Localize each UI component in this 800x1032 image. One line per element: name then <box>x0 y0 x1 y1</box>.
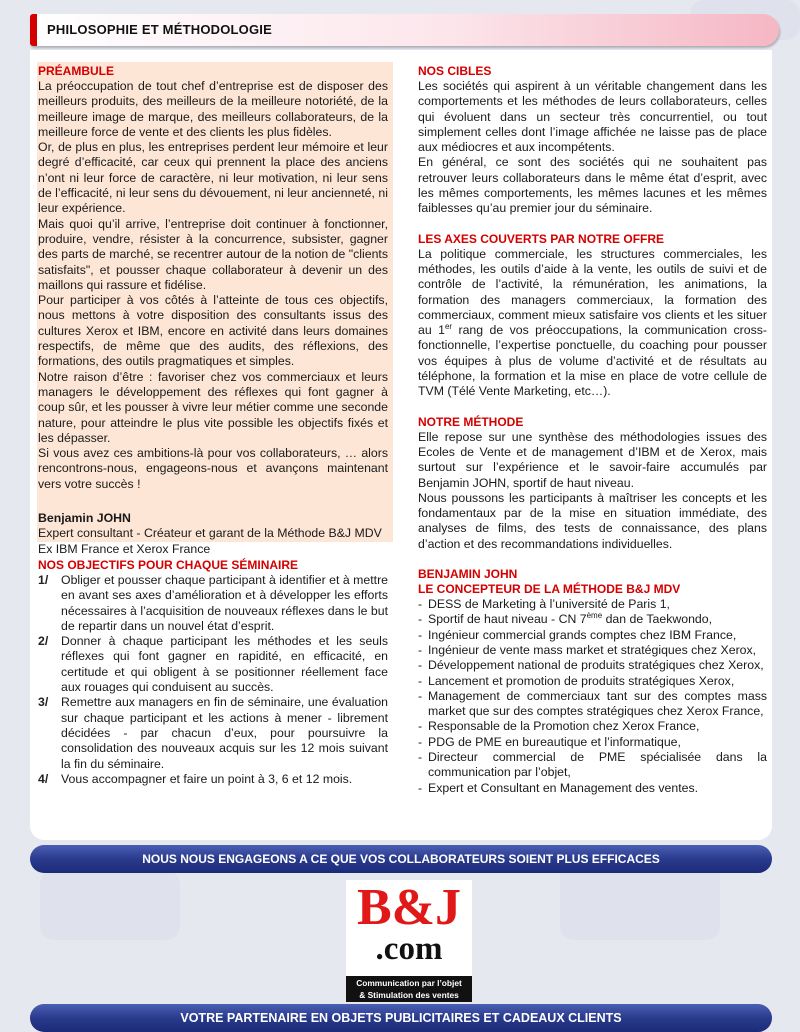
axes-paragraph <box>418 247 767 400</box>
preambule-paragraph: Pour participer à vos côtés à l’atteinte de tous ces objectifs, nous mettons à votre disposition des consultants issus des cultures Xerox et IBM, encore en activité dans leurs domaines respectifs, de même que des audits, des réflexions, des formations, des outils pragmatiques et simples. <box>38 293 388 369</box>
axes-superscript: er <box>444 322 453 332</box>
list-dash: - <box>418 780 423 795</box>
logo-domain: .com <box>375 931 443 967</box>
preambule-section <box>38 64 388 557</box>
preambule-paragraph: Si vous avez ces ambitions-là pour vos collaborateurs, … alors rencontrons-nous, engageons-nous et avançons maintenant vers votre succès ! <box>38 446 388 491</box>
sport-text: dan de Taekwondo, <box>602 612 713 627</box>
objective-item <box>38 772 388 787</box>
preambule-paragraph: Notre raison d’être : favoriser chez vos commerciaux et leurs managers le développement des réflexes qui font gagner à coup sûr, et les pousser à vivre leur métier comme une seconde nature, pour atteindre le plus vite possible les objectifs fixés et les dépasser. <box>38 369 388 445</box>
experience-item <box>418 643 767 658</box>
experience-item <box>418 597 767 612</box>
objective-number: 2/ <box>38 634 49 649</box>
axes-heading: LES AXES COUVERTS PAR NOTRE OFFRE <box>418 231 665 246</box>
methode-paragraph: Elle repose sur une synthèse des méthodologies issues des Ecoles de Vente et de management d’IBM et de Xerox, mais surtout sur l’expérience et le savoir-faire accumulés par Benjamin JOHN, sportif de haut niveau. <box>418 429 767 490</box>
preambule-paragraph: Or, de plus en plus, les entreprises perdent leur mémoire et leur degré d’efficacité, car ceux qui prennent la place des anciens n’ont ni leur force de caractère, ni leur motivation, ni leur sens de l’efficacité, ni leur sens du dévouement, ni leur ancienneté, ni leur expérience. <box>38 140 388 216</box>
logo-mark: B&J <box>357 879 461 936</box>
right-column <box>418 64 767 796</box>
signature-title: Ex IBM France et Xerox France <box>38 541 211 556</box>
experience-item <box>418 674 767 689</box>
experience-text: Expert et Consultant en Management des ventes. <box>428 780 699 795</box>
experience-text: Management de commerciaux tant sur des comptes mass market que sur des comptes stratégiques chez Xerox France, <box>428 688 767 719</box>
list-dash: - <box>418 673 423 688</box>
list-dash: - <box>418 719 423 734</box>
list-dash: - <box>418 749 423 764</box>
methode-heading: NOTRE MÉTHODE <box>418 414 524 429</box>
objective-item <box>38 634 388 695</box>
preambule-paragraph: La préoccupation de tout chef d’entreprise est de disposer des meilleurs produits, des meilleurs de la meilleure notoriété, de la meilleure image de marque, des meilleurs collaborateurs, de la meilleure force de vente et des clients les plus fidèles. <box>38 79 388 139</box>
preambule-paragraph: Mais quoi qu’il arrive, l’entreprise doit continuer à fonctionner, produire, vendre, résister à la concurrence, subsister, gagner des parts de marché, se recentrer autour de la notion de "clients satisfaits", et pousser chaque collaborateur à devenir un des maillons qui rassure et fidélise. <box>38 216 388 292</box>
experience-item <box>418 612 767 627</box>
section-header <box>30 14 779 46</box>
logo-tagline-line: Communication par l’objet <box>356 978 462 988</box>
cibles-paragraph: En général, ce sont des sociétés qui ne souhaitent pas retrouver leurs collaborateurs dans le même état d’esprit, avec les mêmes comportements, les mêmes lacunes et les mêmes faiblesses qu’au premier jour du séminaire. <box>418 155 767 216</box>
cibles-paragraph: Les sociétés qui aspirent à un véritable changement dans les comportements et les méthodes de leurs collaborateurs, celles qui évoluent dans un secteur très concurrentiel, ou tout simplement celles dont l’image affichée ne laisse pas de place aux médiocres et aux incompétents. <box>418 79 767 155</box>
objective-text: Vous accompagner et faire un point à 3, 6 et 12 mois. <box>61 771 353 786</box>
logo-tagline-line: & Stimulation des ventes <box>359 990 459 1000</box>
objective-text: Donner à chaque participant les méthodes et les seuls réflexes qui font gagner en rapidité, en efficacité, en certitude et qui obligent à se positionner réellement face aux rouages qui conduisent au succès. <box>61 634 388 695</box>
signature-name: Benjamin JOHN <box>38 511 131 526</box>
experience-text: PDG de PME en bureautique et l’informatique, <box>428 734 681 749</box>
objective-number: 3/ <box>38 695 49 710</box>
experience-item <box>418 735 767 750</box>
list-dash: - <box>418 612 423 627</box>
list-dash: - <box>418 642 423 657</box>
experience-item <box>418 781 767 796</box>
objective-text: Remettre aux managers en fin de séminaire, une évaluation sur chaque participant et les actions à mener - librement décidées - par chacun d’eux, pour poursuivre la consolidation des nouveaux acquis sur les 12 mois suivant la fin du séminaire. <box>61 695 388 771</box>
objective-item <box>38 573 388 634</box>
experience-text: Directeur commercial de PME spécialisée dans la communication par l’objet, <box>428 749 767 780</box>
experience-item <box>418 750 767 781</box>
experience-item <box>418 719 767 734</box>
experience-text: Ingénieur de vente mass market et stratégiques chez Xerox, <box>428 642 757 657</box>
list-dash: - <box>418 658 423 673</box>
list-dash: - <box>418 627 423 642</box>
objective-number: 4/ <box>38 771 49 786</box>
list-dash: - <box>418 688 423 703</box>
page-title: PHILOSOPHIE ET MÉTHODOLOGIE <box>47 22 272 37</box>
signature-title: Expert consultant - Créateur et garant de la Méthode B&J MDV <box>38 526 382 541</box>
experience-text: Responsable de la Promotion chez Xerox France, <box>428 719 700 734</box>
sport-superscript: ème <box>586 611 603 621</box>
experience-text: DESS de Marketing à l’université de Paris 1, <box>428 597 670 612</box>
experience-text: Ingénieur commercial grands comptes chez IBM France, <box>428 627 737 642</box>
objectifs-section <box>38 558 388 787</box>
experience-item <box>418 689 767 720</box>
background-tile <box>40 870 180 940</box>
experience-item <box>418 628 767 643</box>
concepteur-heading: BENJAMIN JOHN <box>418 567 518 582</box>
axes-text: rang de vos préoccupations, la communication cross-fonctionnelle, l’expertise ponctuelle, du coaching pour pousser vos équipes à plus de volume d’activité et de résultats au téléphone, la formation et la mise en place de votre cellule de TVM (Télé Vente Marketing, etc…). <box>418 323 767 399</box>
experience-item <box>418 658 767 673</box>
objectifs-heading: NOS OBJECTIFS POUR CHAQUE SÉMINAIRE <box>38 558 299 572</box>
list-dash: - <box>418 734 423 749</box>
banner-engagement: NOUS NOUS ENGAGEONS A CE QUE VOS COLLABORATEURS SOIENT PLUS EFFICACES <box>30 845 772 873</box>
banner-partner: VOTRE PARTENAIRE EN OBJETS PUBLICITAIRES ET CADEAUX CLIENTS <box>30 1004 772 1032</box>
sport-text: Sportif de haut niveau - CN 7 <box>428 612 587 627</box>
bj-logo <box>346 880 472 1002</box>
cibles-heading: NOS CIBLES <box>418 64 492 78</box>
logo-tagline <box>346 976 472 1002</box>
experience-text: Développement national de produits stratégiques chez Xerox, <box>428 658 764 673</box>
experience-text: Lancement et promotion de produits stratégiques Xerox, <box>428 673 735 688</box>
experience-text <box>428 612 767 627</box>
list-dash: - <box>418 597 423 612</box>
objective-text: Obliger et pousser chaque participant à identifier et à mettre en avant ses axes d’amélioration et à développer les efforts nécessaires à l’acquisition de nouveaux réflexes dans le but de repartir dans un nouvel état d’esprit. <box>61 573 388 633</box>
objective-item <box>38 695 388 771</box>
preambule-heading: PRÉAMBULE <box>38 64 115 78</box>
axes-text: La politique commerciale, les structures commerciales, les méthodes, les outils d’aide à la vente, les outils de suivi et de contrôle de l’activité, la rémunération, les animations, la formation des managers commerciaux, la formation des commerciaux, comment mieux satisfaire vos clients et les situer au 1 <box>418 246 767 338</box>
objective-number: 1/ <box>38 573 49 587</box>
methode-paragraph: Nous poussons les participants à maîtriser les concepts et les fondamentaux par de la mise en situation immédiate, des analyses de films, des tests de connaissance, des plans d’action et des recommandations individuelles. <box>418 490 767 551</box>
concepteur-subheading: LE CONCEPTEUR DE LA MÉTHODE B&J MDV <box>418 582 681 597</box>
